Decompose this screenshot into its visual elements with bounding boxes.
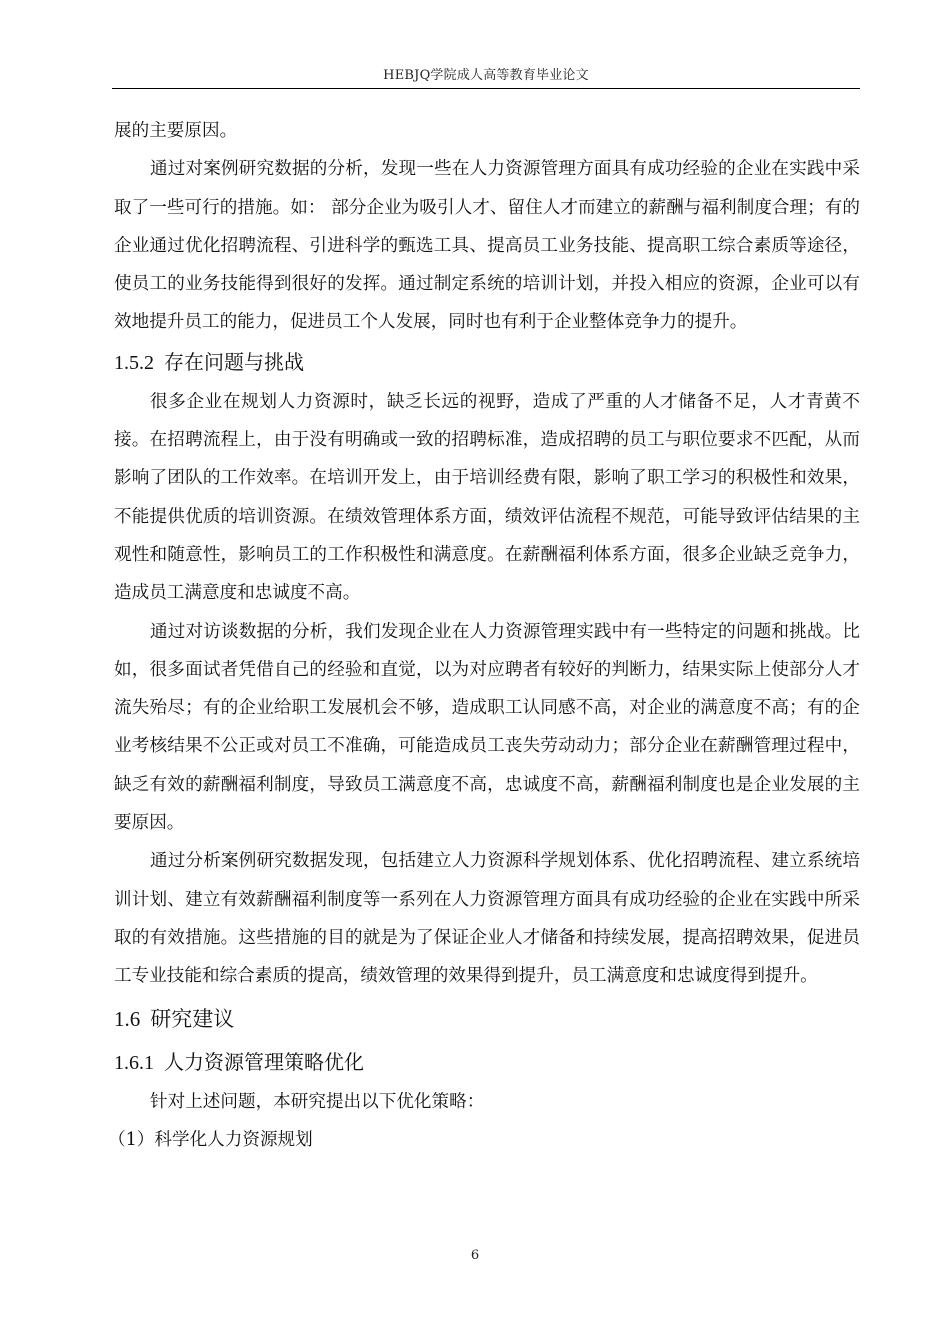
section-number: 1.5.2 — [114, 351, 154, 374]
section-heading-1-5-2 — [114, 342, 860, 383]
paragraph-interview-analysis: 通过对访谈数据的分析，我们发现企业在人力资源管理实践中有一些特定的问题和挑战。比如，很多面试者凭借自己的经验和直觉，以为对应聘者有较好的判断力，结果实际上使部分人才流失殆尽；有的企业给职工发展机会不够，造成职工认同感不高，对企业的满意度不高；有的企业考核结果不公正或对员工不准确，可能造成员工丧失劳动动力；部分企业在薪酬管理过程中，缺乏有效的薪酬福利制度，导致员工满意度不高，忠诚度不高，薪酬福利制度也是企业发展的主要原因。 — [114, 621, 860, 834]
list-item: （1）科学化人力资源规划 — [108, 1129, 313, 1150]
page-body — [108, 112, 860, 1159]
page-number: 6 — [470, 1248, 480, 1263]
paragraph-effective-measures: 通过分析案例研究数据发现，包括建立人力资源科学规划体系、优化招聘流程、建立系统培训计划、建立有效薪酬福利制度等一系列在人力资源管理方面具有成功经验的企业在实践中所采取的有效措施。这些措施的目的就是为了保证企业人才储备和持续发展，提高招聘效果，促进员工专业技能和综合素质的提高，绩效管理的效果得到提升，员工满意度和忠诚度得到提升。 — [114, 851, 860, 987]
section-title: 人力资源管理策略优化 — [164, 1049, 364, 1074]
section-heading-1-6 — [114, 996, 860, 1042]
section-number: 1.6.1 — [114, 1051, 154, 1074]
paragraph-case-study-measures: 通过对案例研究数据的分析，发现一些在人力资源管理方面具有成功经验的企业在实践中采取了一些可行的措施。如： 部分企业为吸引人才、留住人才而建立的薪酬与福利制度合理；有的企业通过优化招聘流程、引进科学的甄选工具、提高员工业务技能、提高职工综合素质等途径，使员工的业务技能得到很好的发挥。通过制定系统的培训计划，并投入相应的资源，企业可以有效地提升员工的能力，促进员工个人发展，同时也有利于企业整体竞争力的提升。 — [114, 159, 860, 333]
header-rule — [112, 88, 860, 89]
paragraph-problems: 很多企业在规划人力资源时，缺乏长远的视野，造成了严重的人才储备不足，人才青黄不接。在招聘流程上，由于没有明确或一致的招聘标准，造成招聘的员工与职位要求不匹配，从而影响了团队的工作效率。在培训开发上，由于培训经费有限，影响了职工学习的积极性和效果，不能提供优质的培训资源。在绩效管理体系方面，绩效评估流程不规范，可能导致评估结果的主观性和随意性，影响员工的工作积极性和满意度。在薪酬福利体系方面，很多企业缺乏竞争力，造成员工满意度和忠诚度不高。 — [114, 391, 860, 604]
running-header: HEBJQ学院成人高等教育毕业论文 — [383, 68, 589, 83]
section-number: 1.6 — [114, 1006, 141, 1031]
paragraph-continuation: 展的主要原因。 — [114, 121, 238, 141]
section-heading-1-6-1 — [114, 1042, 860, 1083]
paragraph-strategy-intro: 针对上述问题，本研究提出以下优化策略： — [150, 1091, 485, 1112]
section-title: 存在问题与挑战 — [164, 349, 304, 374]
section-title: 研究建议 — [150, 1006, 235, 1031]
